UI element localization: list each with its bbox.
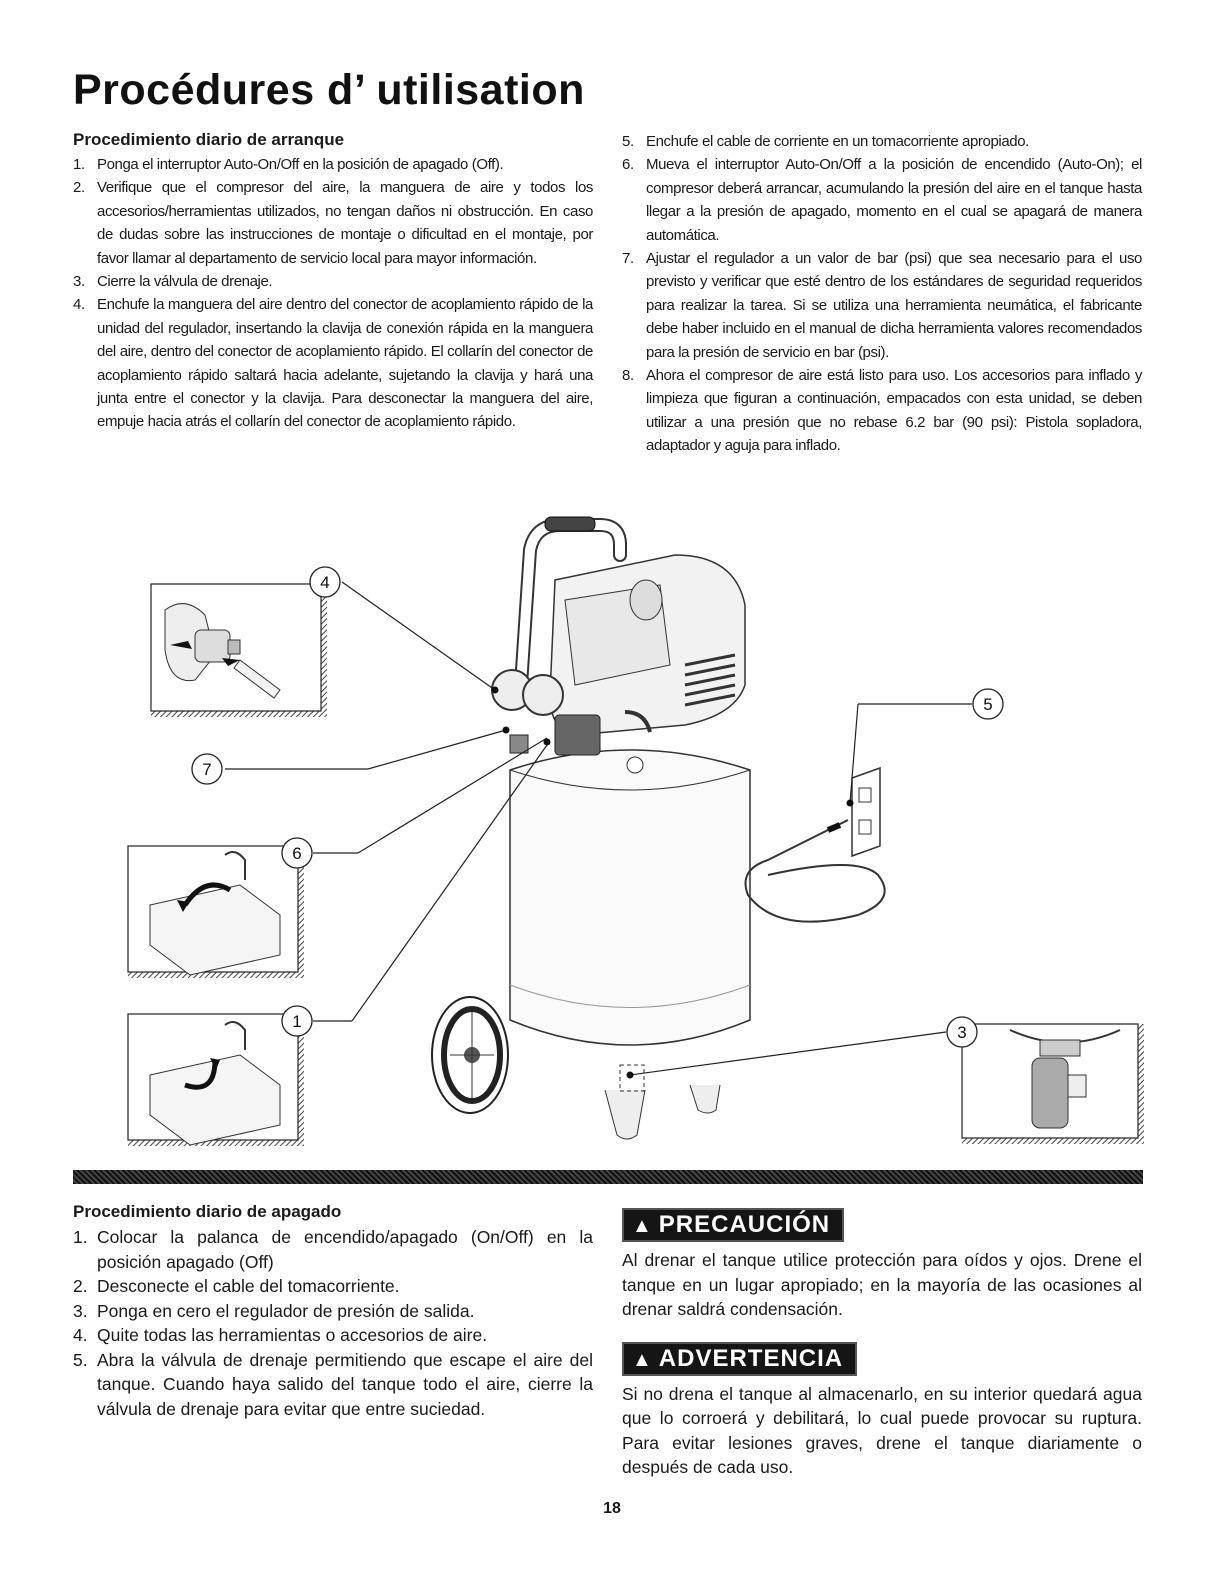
startup-heading: Procedimiento diario de arranque	[73, 130, 345, 149]
warning-text: Si no drena el tanque al almacenarlo, en su interior quedará agua que lo corroerá y debilitará, lo cual puede provocar su ruptura. Para evitar lesiones graves, drene el tanque diariamente o después de cada uso.	[622, 1383, 1142, 1477]
step-text: Ponga en cero el regulador de presión de salida.	[97, 1300, 475, 1321]
step-number: 7.	[622, 250, 634, 268]
warning-banner	[622, 1342, 857, 1376]
step-number: 2.	[73, 179, 85, 197]
list-item	[73, 1323, 593, 1348]
section-divider	[73, 1170, 1143, 1184]
caution-text: Al drenar el tanque utilice protección para oídos y ojos. Drene el tanque en un lugar apropiado; en la mayoría de las ocasiones al drenar saldrá condensación.	[622, 1250, 1142, 1319]
step-text: Ponga el interruptor Auto-On/Off en la posición de apagado (Off).	[97, 156, 504, 173]
step-number: 4.	[73, 1325, 88, 1345]
step-number: 2.	[73, 1276, 88, 1296]
compressor-illustration	[432, 517, 885, 1139]
shutdown-heading: Procedimiento diario de apagado	[73, 1202, 342, 1221]
list-item	[73, 1299, 593, 1324]
page-title: Procédures d’ utilisation	[73, 66, 585, 114]
list-item	[73, 1225, 593, 1274]
step-number: 4.	[73, 296, 85, 314]
page-number: 18	[603, 1500, 621, 1517]
step-number: 1.	[73, 156, 85, 173]
step-number: 5.	[622, 133, 634, 150]
callout-label: 5	[983, 695, 993, 714]
switch-detail	[128, 846, 304, 978]
callout-label: 4	[320, 573, 330, 592]
list-item	[73, 1348, 593, 1422]
step-text: Ajustar el regulador a un valor de bar (psi) que sea necesario para el uso previsto y verificar que esté dentro de los estándares de seguridad requeridos para realizar la tarea. Si se utiliza una herramienta neumática, el fabricante debe haber incluido en el manual de dicha herramienta valores recomendados para la presión de servicio en bar (psi).	[646, 250, 1142, 361]
step-number: 8.	[622, 367, 634, 385]
quick-coupler-detail	[151, 584, 327, 717]
warning-triangle-icon: ▲	[632, 1215, 653, 1237]
step-text: Cierre la válvula de drenaje.	[97, 273, 273, 291]
caution-banner	[622, 1208, 844, 1242]
step-text: Enchufe la manguera del aire dentro del conector de acoplamiento rápido de la unidad del regulador, insertando la clavija de conexión rápida en la manguera del aire, dentro del conector de acoplamiento rápido. El collarín del conector de acoplamiento rápido saltará hacia adelante, sujetando la clavija y hará una junta entre el conector y la clavija. Para desconectar la manguera del aire, empuje hacia atrás el collarín del conector de acoplamiento rápido.	[97, 296, 593, 431]
warning-triangle-icon: ▲	[632, 1348, 653, 1371]
safety-section	[622, 1208, 1142, 1500]
shutdown-section	[73, 1202, 593, 1421]
step-text: Enchufe el cable de corriente en un tomacorriente apropiado.	[646, 133, 1029, 150]
step-number: 3.	[73, 273, 85, 291]
callout-label: 6	[292, 844, 302, 863]
step-text: Abra la válvula de drenaje permitiendo que escape el aire del tanque. Cuando haya salido del tanque todo el aire, cierre la válvula de drenaje para evitar que entre suciedad.	[97, 1349, 593, 1419]
switch-detail	[128, 1014, 304, 1146]
callout-label: 1	[292, 1012, 302, 1031]
caution-label: PRECAUCIÓN	[658, 1211, 831, 1238]
warning-label: ADVERTENCIA	[658, 1344, 844, 1372]
step-text: Desconecte el cable del tomacorriente.	[97, 1276, 400, 1296]
step-number: 5.	[73, 1349, 88, 1370]
list-item	[73, 1274, 593, 1299]
step-text: Verifique que el compresor del aire, la manguera de aire y todos los accesorios/herramientas utilizados, no tengan daños ni obstrucción. En caso de dudas sobre las instrucciones de montaje o dificultad en el montaje, por favor llamar al departamento de servicio local para mayor información.	[97, 179, 593, 267]
callout-label: 7	[202, 760, 212, 779]
step-number: 3.	[73, 1300, 88, 1321]
outlet-icon	[852, 768, 880, 856]
step-number: 6.	[622, 156, 634, 174]
drain-valve-detail	[962, 1024, 1144, 1144]
step-number: 1.	[73, 1227, 88, 1247]
step-text: Colocar la palanca de encendido/apagado (On/Off) en la posición apagado (Off)	[97, 1227, 593, 1272]
step-text: Mueva el interruptor Auto-On/Off a la posición de encendido (Auto-On); el compresor deberá arrancar, acumulando la presión del aire en el tanque hasta llegar a la presión de apagado, momento en el cual se apagará de manera automática.	[646, 156, 1142, 244]
step-text: Quite todas las herramientas o accesorios de aire.	[97, 1325, 488, 1345]
step-text: Ahora el compresor de aire está listo para uso. Los accesorios para inflado y limpieza que figuran a continuación, empacados con esta unidad, se deben utilizar a una presión que no rebase 6.2 bar (90 psi): Pistola sopladora, adaptador y aguja para inflado.	[646, 367, 1142, 455]
callout-label: 3	[957, 1023, 967, 1042]
